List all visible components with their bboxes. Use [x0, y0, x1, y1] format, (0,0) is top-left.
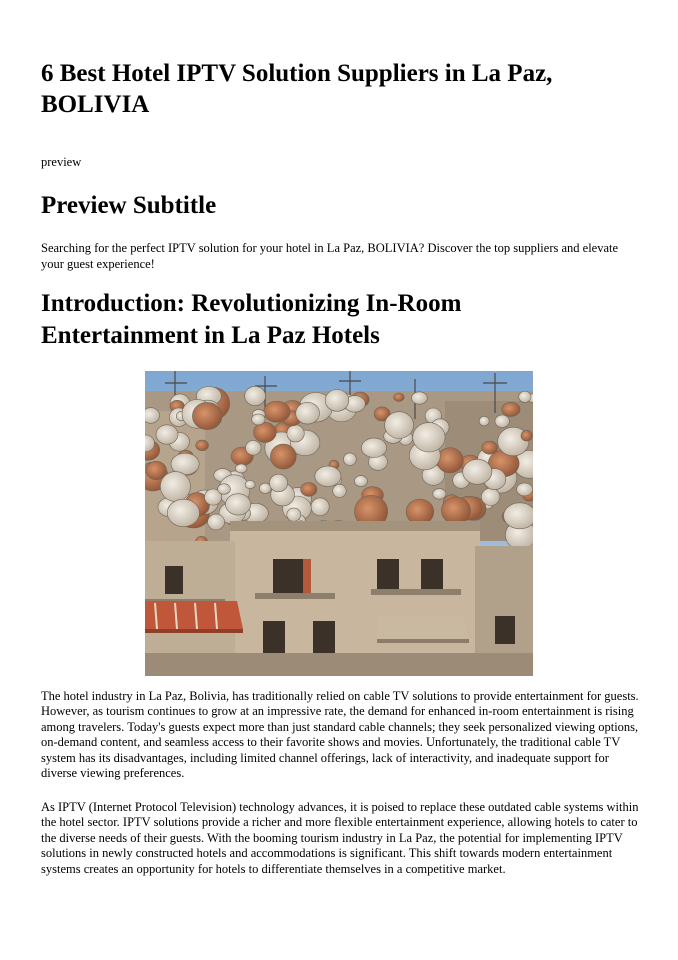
body-paragraph: The hotel industry in La Paz, Bolivia, has traditionally relied on cable TV solutions to provide entertainment for guests. However, as tourism continues to grow at an impressive rate, the demand for enhanced in-room entertainment is rising among travelers. Today's guests expect more than just standard cable channels; they seek personalized viewing options, on-demand content, and seamless access to their favorite shows and movies. Unfortunately, the traditional cable TV system has its disadvantages, including limited channel offerings, lack of interactivity, and inadequate support for diverse viewing preferences. — [41, 689, 639, 781]
body-paragraph: As IPTV (Internet Protocol Television) technology advances, it is poised to replace these outdated cable systems within the hotel sector. IPTV solutions provide a richer and more flexible entertainment experience, allowing hotels to cater to the diverse needs of their guests. With the booming tourism industry in La Paz, the potential for implementing IPTV solutions in newly constructed hotels and accommodations is significant. This shift towards modern entertainment systems creates an opportunity for hotels to differentiate themselves in a competitive market. — [41, 800, 639, 876]
rooftop-satellite-dishes-photo — [145, 371, 533, 676]
section-heading: Introduction: Revolutionizing In-Room Entertainment in La Paz Hotels — [41, 290, 462, 349]
preview-label: preview — [41, 155, 82, 169]
intro-text: Searching for the perfect IPTV solution for your hotel in La Paz, BOLIVIA? Discover the top suppliers and elevate your guest experience! — [41, 241, 619, 271]
page-title: 6 Best Hotel IPTV Solution Suppliers in La Paz, BOLIVIA — [41, 60, 553, 118]
preview-subtitle: Preview Subtitle — [41, 192, 217, 219]
